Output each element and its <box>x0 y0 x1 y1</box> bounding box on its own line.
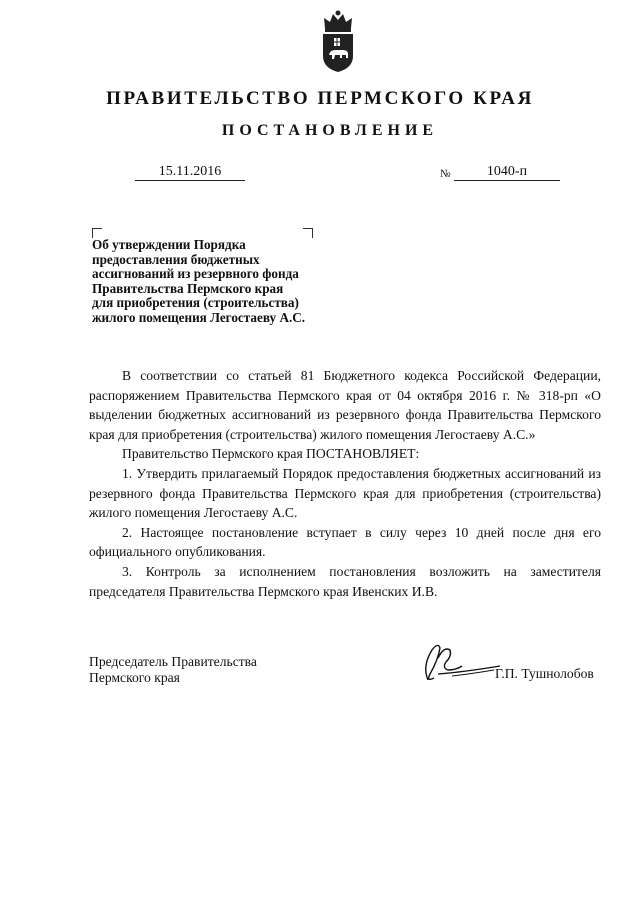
organization-title: ПРАВИТЕЛЬСТВО ПЕРМСКОГО КРАЯ <box>106 88 534 109</box>
subject-line: Об утверждении Порядка <box>92 237 246 252</box>
document-number: 1040-п <box>454 163 560 181</box>
subject-line: жилого помещения Легостаеву А.С. <box>92 309 306 325</box>
handwritten-signature-icon <box>408 636 506 688</box>
signer-name: Г.П. Тушнолобов <box>495 666 594 681</box>
number-label: № <box>440 168 451 180</box>
subject-line: Правительства Пермского края <box>92 280 284 296</box>
document-body <box>89 366 601 601</box>
subject-bracket-right <box>303 228 313 238</box>
document-subject <box>92 238 352 326</box>
clause-3: 3. Контроль за исполнением постановления возложить на заместителя председателя Правительства Пермского края Ивенских И.В. <box>89 563 601 599</box>
document-date: 15.11.2016 <box>135 163 245 181</box>
position-line: Пермского края <box>89 670 180 685</box>
coat-of-arms-icon <box>318 8 358 74</box>
subject-line: ассигнований из резервного фонда <box>92 266 299 282</box>
signatory-position <box>89 654 257 686</box>
clause-1: 1. Утвердить прилагаемый Порядок предоставления бюджетных ассигнований из резервного фонда Правительства Пермского края для приобретения (строительства) жилого помещения Легостаеву А.С. <box>89 465 601 521</box>
resolution-statement: Правительство Пермского края ПОСТАНОВЛЯЕТ: <box>122 446 420 462</box>
subject-line: предоставления бюджетных <box>92 251 260 267</box>
clause-2: 2. Настоящее постановление вступает в силу через 10 дней после дня его официального опубликования. <box>89 524 601 560</box>
position-line: Председатель Правительства <box>89 654 257 669</box>
document-type: ПОСТАНОВЛЕНИЕ <box>221 122 439 139</box>
subject-line: для приобретения (строительства) <box>92 295 299 311</box>
preamble-paragraph: В соответствии со статьей 81 Бюджетного кодекса Российской Федерации, распоряжением Правительства Пермского края от 04 октября 2016 г. № 318-рп «О выделении бюджетных ассигнований из резервного фонда Правительства Пермского края для приобретения (строительства) жилого помещения Легостаеву А.С.» <box>89 368 601 442</box>
